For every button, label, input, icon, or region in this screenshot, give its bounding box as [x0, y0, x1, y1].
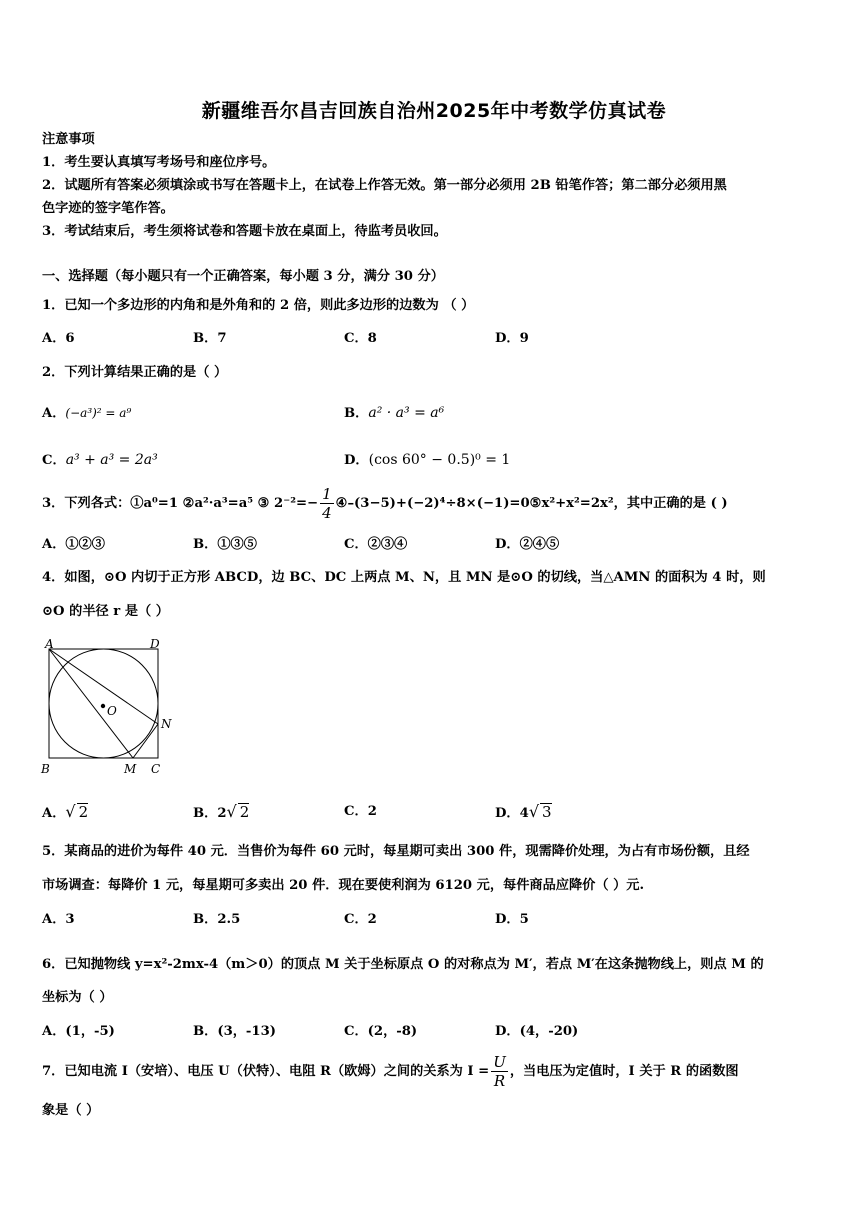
- q6-option-b: B．(3，-13): [193, 1024, 277, 1039]
- label-n: N: [161, 717, 172, 731]
- notice-heading: 注意事项: [42, 132, 95, 147]
- q4-option-d-label: D．: [495, 806, 520, 821]
- notice-item-3: 3．考试结束后，考生须将试卷和答题卡放在桌面上，待监考员收回。: [42, 224, 447, 239]
- q7-frac-den: R: [493, 1072, 506, 1090]
- q5-option-a: A．3: [42, 912, 75, 927]
- q4-option-d-radicand: 3: [542, 803, 552, 821]
- q6-option-d: D．(4，-20): [495, 1024, 579, 1039]
- notice-item-1: 1．考生要认真填写考场号和座位序号。: [42, 155, 276, 170]
- q5-stem-2: 市场调查：每降价 1 元，每星期可多卖出 20 件．现在要使利润为 6120 元，每件商品应降价（ ）元.: [42, 878, 645, 893]
- q7-stem-1: [42, 1052, 739, 1092]
- q2-option-c-expr: a³ + a³ = 2a³: [65, 452, 158, 468]
- q3-frac-num: 1: [322, 485, 332, 503]
- segment-mn: [133, 724, 158, 758]
- inscribed-circle: [49, 649, 158, 758]
- q2-option-b-expr: a² · a³ = a⁶: [368, 405, 445, 421]
- q3-option-d: D．②④⑤: [495, 537, 560, 552]
- q2-option-a-expr: (−a³)² = a⁹: [65, 406, 132, 420]
- q4-option-b: [193, 802, 249, 824]
- q2-option-a-label: A．: [42, 406, 66, 421]
- q4-option-c-label: C．: [344, 804, 368, 819]
- center-point-o: [101, 704, 105, 708]
- q4-option-a: [42, 802, 88, 824]
- q7-stem-2: 象是（ ）: [42, 1103, 100, 1118]
- q3-fraction: [320, 485, 334, 522]
- square-abcd: [49, 649, 158, 758]
- q4-option-d-coef: 4: [519, 806, 529, 821]
- q5-option-c: C．2: [344, 912, 377, 927]
- q2-option-d-expr: (cos 60° − 0.5)⁰ = 1: [368, 452, 511, 468]
- q1-option-a: A．6: [42, 331, 75, 346]
- q2-option-a: [42, 403, 131, 424]
- q4-option-d: [495, 802, 552, 824]
- q5-option-b: B．2.5: [193, 912, 241, 927]
- q4-option-b-label: B．: [193, 806, 218, 821]
- q3-option-b: B．①③⑤: [193, 537, 257, 552]
- q1-option-c: C．8: [344, 331, 377, 346]
- label-b: B: [41, 762, 50, 776]
- q5-stem-1: 5．某商品的进价为每件 40 元．当售价为每件 60 元时，每星期可卖出 300 件，现需降价处理，为占有市场份额，且经: [42, 844, 750, 859]
- q2-stem: 2．下列计算结果正确的是（ ）: [42, 365, 228, 380]
- q4-figure: [38, 636, 183, 781]
- q7-stem-post: ，当电压为定值时，I 关于 R 的函数图: [509, 1064, 739, 1079]
- q4-option-a-radical-icon: √: [65, 802, 76, 821]
- q6-option-a: A．(1，-5): [42, 1024, 115, 1039]
- segment-an: [49, 649, 158, 724]
- q4-stem-2: ⊙O 的半径 r 是（ ）: [42, 604, 169, 619]
- q4-option-a-radicand: 2: [78, 803, 89, 821]
- q7-stem-pre: 7．已知电流 I（安培）、电压 U（伏特）、电阻 R（欧姆）之间的关系为 I =: [42, 1064, 490, 1079]
- q4-option-a-label: A．: [42, 806, 66, 821]
- q2-option-d: [344, 450, 510, 471]
- notice-item-2: 2．试题所有答案必须填涂或书写在答题卡上，在试卷上作答无效。第一部分必须用 2B 铅笔作答；第二部分必须用黑: [42, 178, 727, 193]
- label-a: A: [45, 637, 54, 651]
- section-heading: 一、选择题（每小题只有一个正确答案，每小题 3 分，满分 30 分）: [42, 269, 444, 284]
- notice-item-2-cont: 色字迹的签字笔作答。: [42, 201, 174, 216]
- q4-option-b-radical-icon: √: [226, 802, 237, 821]
- q6-option-c: C．(2，-8): [344, 1024, 418, 1039]
- segment-am: [49, 649, 133, 758]
- q1-option-d: D．9: [495, 331, 529, 346]
- q3-option-a: A．①②③: [42, 537, 105, 552]
- q7-frac-num: U: [493, 1053, 506, 1071]
- label-o: O: [107, 704, 117, 718]
- q1-stem: 1．已知一个多边形的内角和是外角和的 2 倍，则此多边形的边数为 （ ）: [42, 298, 475, 313]
- q1-option-b: B．7: [193, 331, 227, 346]
- q6-stem-2: 坐标为（ ）: [42, 990, 113, 1005]
- label-c: C: [151, 762, 161, 776]
- q4-stem-1: 4．如图，⊙O 内切于正方形 ABCD，边 BC、DC 上两点 M、N，且 MN 是⊙O 的切线，当△AMN 的面积为 4 时，则: [42, 570, 766, 585]
- q3-frac-den: 4: [322, 504, 332, 522]
- q2-option-c-label: C．: [42, 453, 66, 468]
- q3-stem-pre: 3．下列各式：①a⁰=1 ②a²·a³=a⁵ ③ 2⁻²=−: [42, 496, 319, 511]
- label-d: D: [150, 637, 160, 651]
- q6-stem-1: 6．已知抛物线 y=x²-2mx-4（m＞0）的顶点 M 关于坐标原点 O 的对称点为 M′，若点 M′在这条抛物线上，则点 M 的: [42, 957, 764, 972]
- q2-option-d-label: D．: [344, 453, 369, 468]
- label-m: M: [124, 762, 137, 776]
- q3-stem: [42, 484, 728, 524]
- q4-option-b-coef: 2: [217, 806, 227, 821]
- q3-stem-post: ④–(3−5)+(−2)⁴÷8×(−1)=0⑤x²+x²=2x²，其中正确的是 ( ): [335, 496, 728, 511]
- q7-fraction: [491, 1053, 508, 1090]
- q2-option-b: [344, 403, 444, 424]
- q2-option-c: [42, 450, 158, 471]
- q5-option-d: D．5: [495, 912, 529, 927]
- q4-option-b-radicand: 2: [239, 803, 250, 821]
- q4-option-d-radical-icon: √: [528, 802, 540, 821]
- exam-title: 新疆维吾尔昌吉回族自治州2025年中考数学仿真试卷: [201, 100, 667, 122]
- q4-option-c: [344, 802, 377, 822]
- q2-option-b-label: B．: [344, 406, 369, 421]
- q3-option-c: C．②③④: [344, 537, 408, 552]
- q4-option-c-text: 2: [367, 804, 377, 819]
